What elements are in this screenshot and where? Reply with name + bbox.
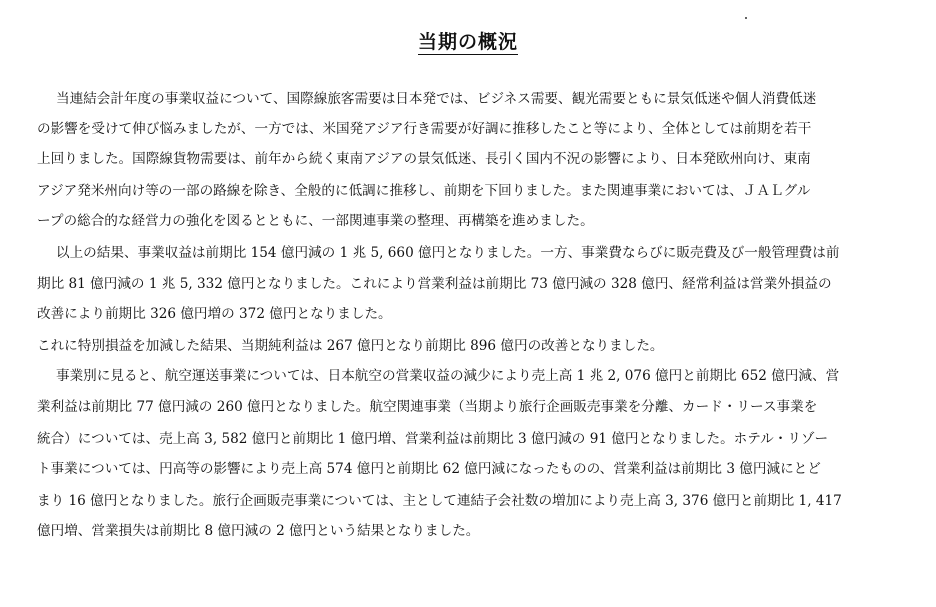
paragraph-line: 億円増、営業損失は前期比 8 億円減の 2 億円という結果となりました。	[37, 523, 480, 539]
paragraph-line: 統合）については、売上高 3, 582 億円と前期比 1 億円増、営業利益は前期比 3 億円減の 91 億円となりました。ホテル・リゾー	[37, 431, 829, 447]
paragraph-line: まり 16 億円となりました。旅行企画販売事業については、主として連結子会社数の増加により売上高 3, 376 億円と前期比 1, 417	[37, 493, 842, 509]
paragraph-line: 期比 81 億円減の 1 兆 5, 332 億円となりました。これにより営業利益は前期比 73 億円減の 328 億円、経常利益は営業外損益の	[37, 276, 832, 292]
paragraph-line: の影響を受けて伸び悩みましたが、一方では、米国発アジア行き需要が好調に推移したこと等により、全体としては前期を若干	[37, 121, 812, 137]
paragraph-line: 事業別に見ると、航空運送事業については、日本航空の営業収益の減少により売上高 1 兆 2, 076 億円と前期比 652 億円減、営	[56, 368, 840, 384]
page-title	[0, 30, 936, 54]
paragraph-line: これに特別損益を加減した結果、当期純利益は 267 億円となり前期比 896 億円の改善となりました。	[37, 338, 664, 354]
scan-speck	[745, 17, 747, 19]
paragraph-line: ープの総合的な経営力の強化を図るとともに、一部関連事業の整理、再構築を進めました。	[37, 213, 594, 229]
page-title-text: 当期の概況	[417, 31, 518, 53]
paragraph-line: 業利益は前期比 77 億円減の 260 億円となりました。航空関連事業（当期より旅行企画販売事業を分離、カード・リース事業を	[37, 399, 818, 415]
paragraph-line: 改善により前期比 326 億円増の 372 億円となりました。	[37, 306, 392, 322]
paragraph-line: 上回りました。国際線貨物需要は、前年から続く東南アジアの景気低迷、長引く国内不況の影響により、日本発欧州向け、東南	[37, 151, 811, 167]
paragraph-line: ト事業については、円高等の影響により売上高 574 億円と前期比 62 億円減になったものの、営業利益は前期比 3 億円減にとど	[37, 461, 821, 477]
paragraph-line: 以上の結果、事業収益は前期比 154 億円減の 1 兆 5, 660 億円となりました。一方、事業費ならびに販売費及び一般管理費は前	[56, 245, 840, 261]
paragraph-line: アジア発米州向け等の一部の路線を除き、全般的に低調に推移し、前期を下回りました。また関連事業においては、ＪＡＬグル	[37, 183, 811, 199]
paragraph-line: 当連結会計年度の事業収益について、国際線旅客需要は日本発では、ビジネス需要、観光需要ともに景気低迷や個人消費低迷	[56, 91, 817, 107]
